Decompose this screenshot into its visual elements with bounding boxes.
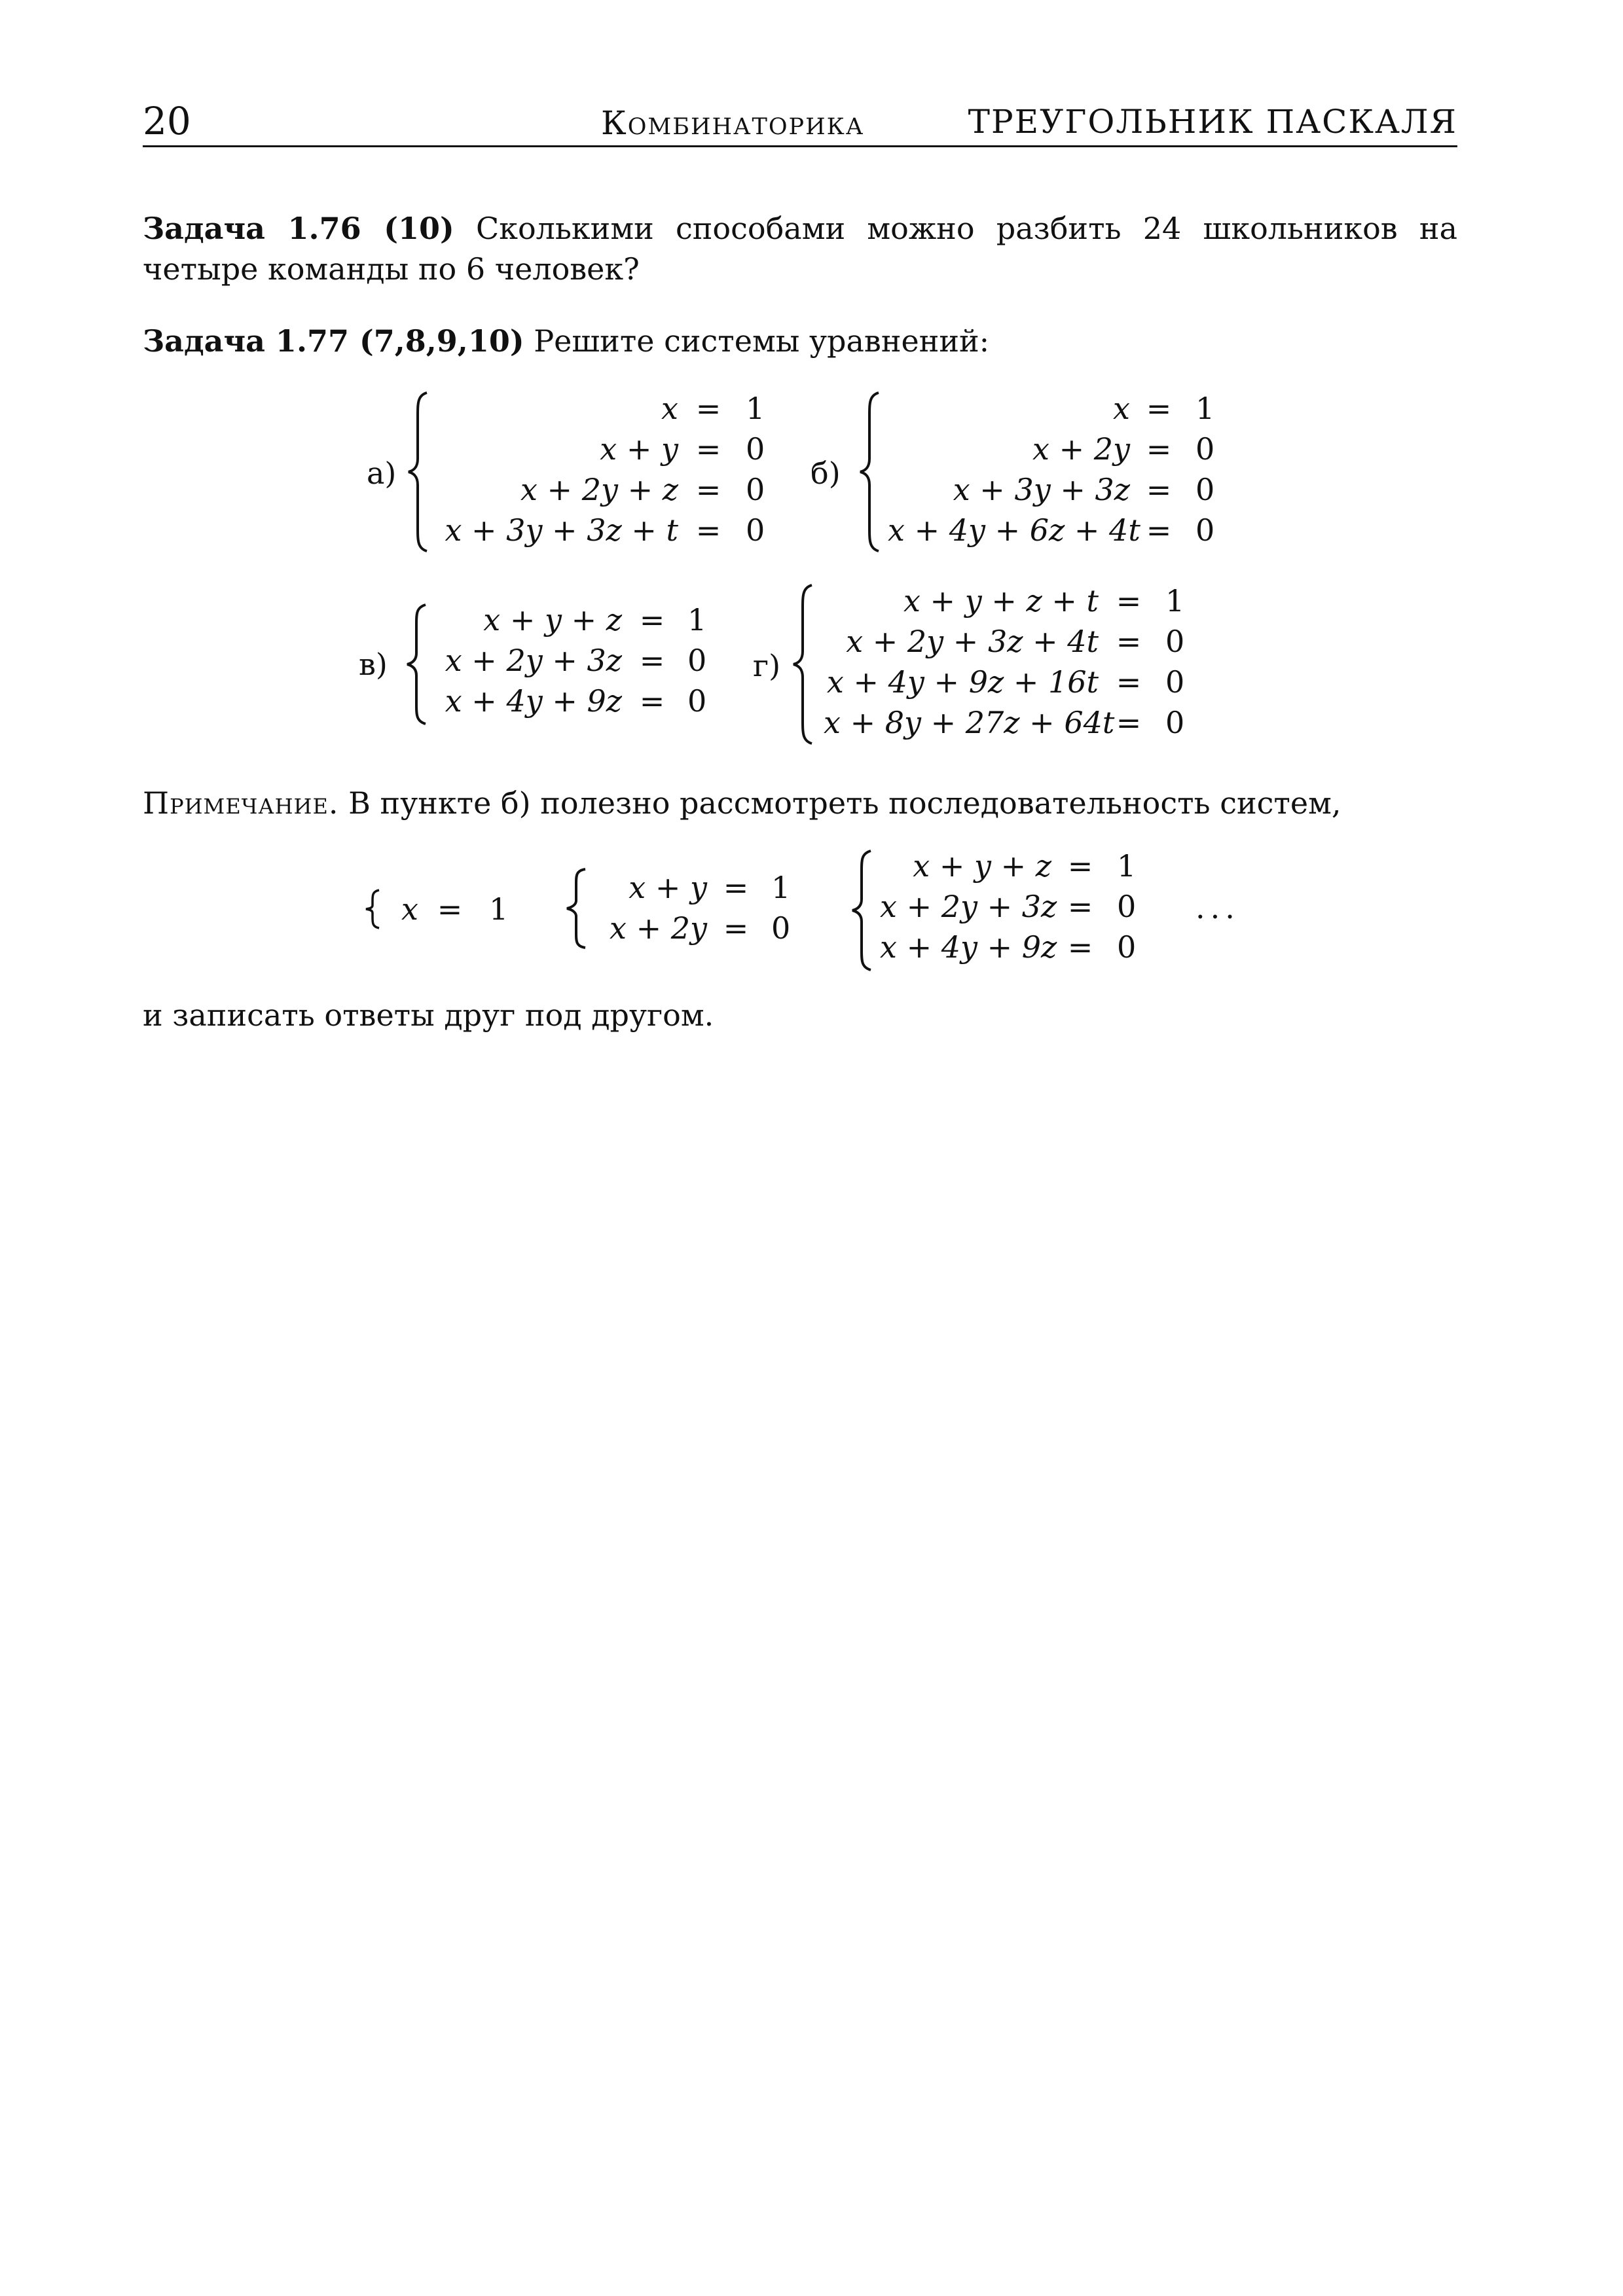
equals-sign: = xyxy=(723,910,749,946)
equals-sign: = xyxy=(695,431,721,467)
system-label: в) xyxy=(359,647,388,682)
left-brace xyxy=(850,848,873,973)
equation-rhs: 0 xyxy=(687,643,707,678)
equation-lhs: x + 3y + 3z + t xyxy=(445,512,678,548)
problem-1-77 xyxy=(143,321,1457,361)
equation-rhs: 0 xyxy=(1195,431,1215,467)
note-label: Примечание. xyxy=(143,785,339,821)
equals-sign: = xyxy=(695,472,721,507)
problem-label: Задача 1.76 (10) xyxy=(143,211,454,246)
equation-rhs: 1 xyxy=(1165,583,1185,619)
equals-sign: = xyxy=(1116,624,1142,659)
equation-lhs: x + 2y + 3z xyxy=(445,643,622,678)
equals-sign: = xyxy=(1146,472,1172,507)
equals-sign: = xyxy=(1116,705,1142,740)
equation-lhs: x + 2y xyxy=(610,910,707,946)
system-label: б) xyxy=(811,456,841,491)
equation-rhs: 1 xyxy=(1117,848,1137,884)
running-head-chapter: ТРЕУГОЛЬНИК ПАСКАЛЯ xyxy=(968,103,1457,141)
equation-lhs: x xyxy=(1113,391,1130,426)
equals-sign: = xyxy=(1146,431,1172,467)
equals-sign: = xyxy=(1146,391,1172,426)
system-label: а) xyxy=(367,456,397,491)
equation-rhs: 0 xyxy=(746,512,765,548)
left-brace xyxy=(405,602,428,726)
equals-sign: = xyxy=(1116,664,1142,700)
left-brace xyxy=(858,390,881,554)
equals-sign: = xyxy=(639,643,665,678)
left-brace xyxy=(564,867,588,950)
equals-sign: = xyxy=(695,512,721,548)
equals-sign: = xyxy=(723,870,749,905)
sequence-ellipsis: ... xyxy=(1195,890,1240,925)
equation-lhs: x + y + z xyxy=(913,848,1051,884)
equals-sign: = xyxy=(639,683,665,719)
problem-label: Задача 1.77 (7,8,9,10) xyxy=(143,323,524,359)
equation-rhs: 0 xyxy=(1165,664,1185,700)
left-brace xyxy=(363,888,382,931)
equals-sign: = xyxy=(639,602,665,637)
equation-lhs: x + 2y + 3z + 4t xyxy=(846,624,1099,659)
problem-text: Решите системы уравнений: xyxy=(534,323,990,359)
page-number: 20 xyxy=(143,99,191,143)
equation-rhs: 0 xyxy=(746,431,765,467)
equation-lhs: x + 2y + z xyxy=(520,472,678,507)
equals-sign: = xyxy=(695,391,721,426)
equation-lhs: x + 4y + 9z xyxy=(880,929,1057,965)
note-text: В пункте б) полезно рассмотреть последовательность систем, xyxy=(348,785,1341,821)
equation-rhs: 0 xyxy=(771,910,791,946)
equation-rhs: 1 xyxy=(489,891,509,927)
equation-lhs: x + 3y + 3z xyxy=(953,472,1130,507)
note-closing: и записать ответы друг под другом. xyxy=(143,997,714,1033)
equals-sign: = xyxy=(1067,929,1093,965)
left-brace xyxy=(791,583,814,746)
problem-text: Сколькими способами можно разбить 24 школьников на четыре команды по 6 человек? xyxy=(143,211,1458,287)
equation-rhs: 0 xyxy=(1165,624,1185,659)
equation-lhs: x + y + z xyxy=(483,602,622,637)
equation-rhs: 0 xyxy=(1117,889,1137,924)
equation-rhs: 0 xyxy=(1195,512,1215,548)
equals-sign: = xyxy=(1067,889,1093,924)
equation-rhs: 0 xyxy=(746,472,765,507)
equation-lhs: x + y xyxy=(629,870,707,905)
equation-rhs: 1 xyxy=(687,602,707,637)
equation-lhs: x + 4y + 6z + 4t xyxy=(888,512,1140,548)
equation-rhs: 0 xyxy=(1165,705,1185,740)
running-head-section: Комбинаторика xyxy=(601,104,865,142)
problem-1-76 xyxy=(143,208,1457,289)
equation-lhs: x xyxy=(661,391,678,426)
equation-rhs: 1 xyxy=(771,870,791,905)
equation-lhs: x + 2y + 3z xyxy=(880,889,1057,924)
system-label: г) xyxy=(753,648,781,683)
equation-lhs: x + 2y xyxy=(1032,431,1130,467)
equation-lhs: x + 4y + 9z xyxy=(445,683,622,719)
equation-rhs: 0 xyxy=(1195,472,1215,507)
equation-lhs: x xyxy=(401,891,418,927)
left-brace xyxy=(406,390,429,554)
equals-sign: = xyxy=(1067,848,1093,884)
equals-sign: = xyxy=(1116,583,1142,619)
note-paragraph xyxy=(143,783,1457,823)
equation-lhs: x + y xyxy=(600,431,678,467)
equals-sign: = xyxy=(1146,512,1172,548)
equals-sign: = xyxy=(437,891,463,927)
equation-rhs: 0 xyxy=(687,683,707,719)
equation-lhs: x + y + z + t xyxy=(903,583,1099,619)
equation-lhs: x + 4y + 9z + 16t xyxy=(826,664,1099,700)
equation-rhs: 0 xyxy=(1117,929,1137,965)
header-rule xyxy=(143,145,1457,147)
equation-rhs: 1 xyxy=(746,391,765,426)
equation-rhs: 1 xyxy=(1195,391,1215,426)
equation-lhs: x + 8y + 27z + 64t xyxy=(824,705,1115,740)
